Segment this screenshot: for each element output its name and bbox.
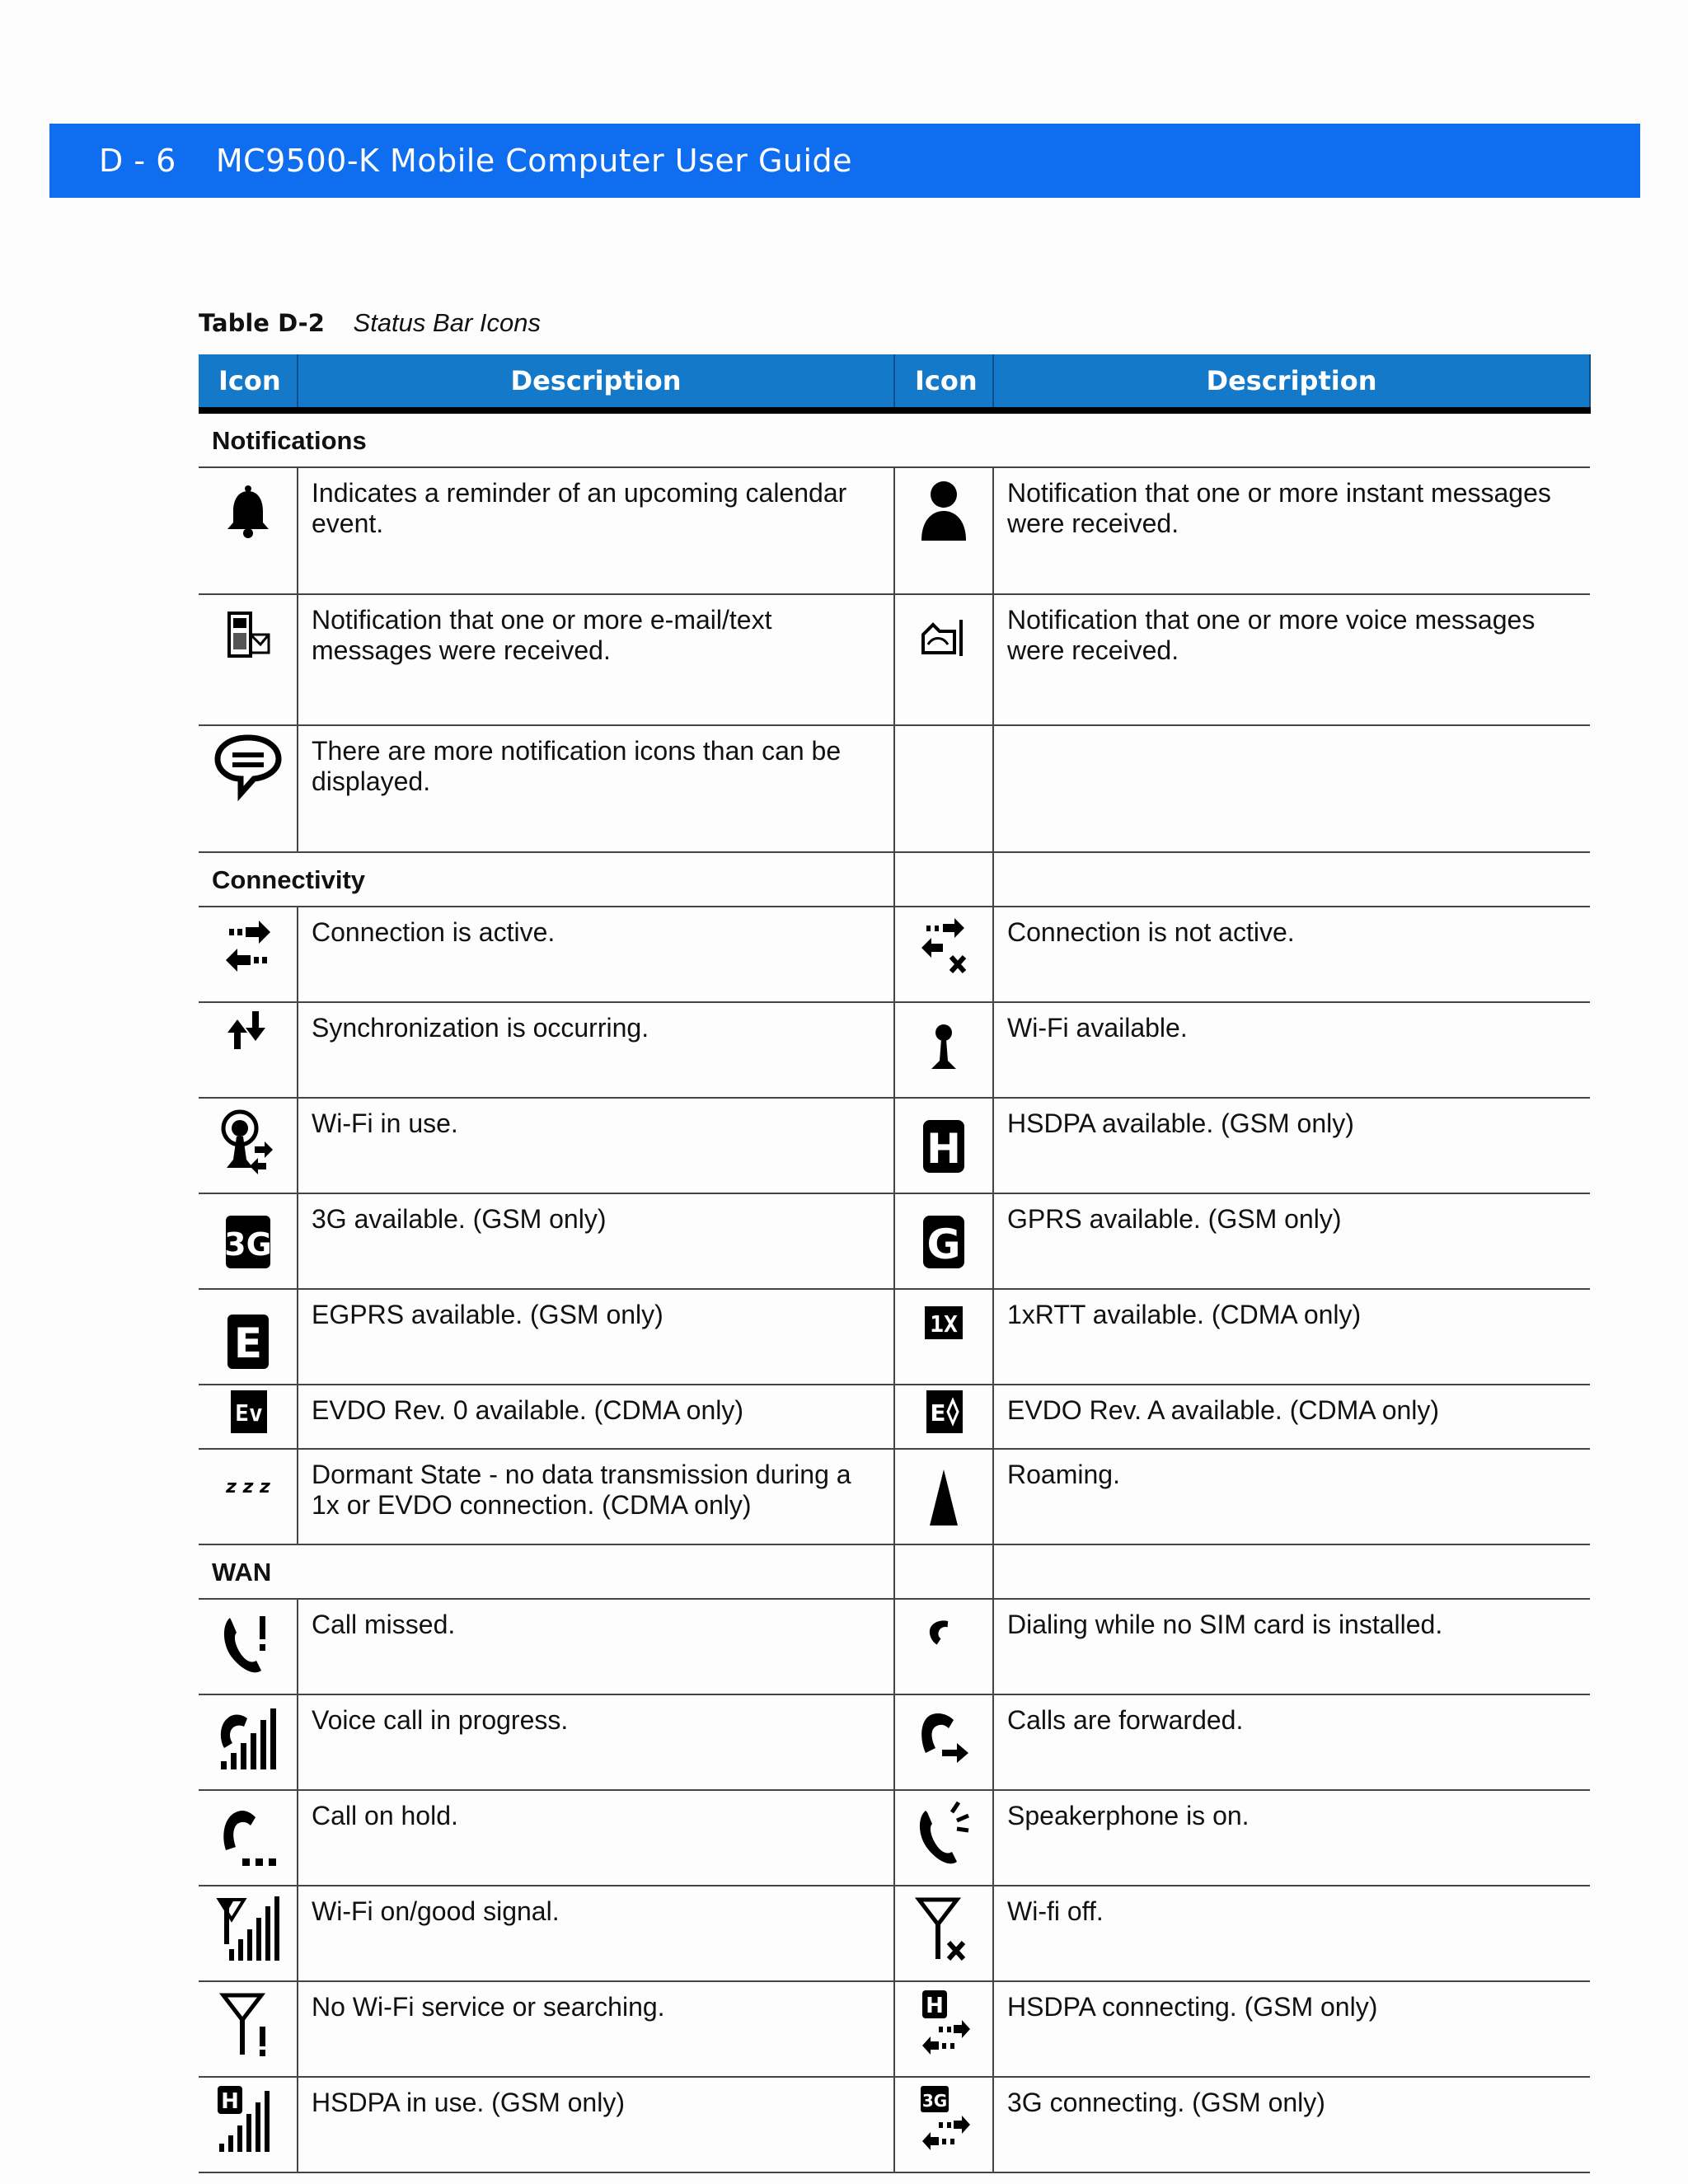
call-missed-icon bbox=[199, 1599, 298, 1694]
icon-letter: H bbox=[220, 2089, 239, 2114]
voice-call-icon bbox=[199, 1694, 298, 1790]
table-row bbox=[199, 1694, 1590, 1790]
table-row bbox=[199, 907, 1590, 1002]
empty-description-cell bbox=[993, 852, 1590, 907]
description-cell: Synchronization is occurring. bbox=[298, 1002, 894, 1098]
no-wifi-service-icon bbox=[199, 1981, 298, 2077]
column-header: Description bbox=[298, 354, 894, 410]
description-cell: Wi-Fi in use. bbox=[298, 1098, 894, 1193]
dormant-icon bbox=[199, 1449, 298, 1544]
description-cell: There are more notification icons than can be displayed. bbox=[298, 725, 894, 852]
caption-label: Table D-2 bbox=[199, 309, 325, 337]
caption-title: Status Bar Icons bbox=[353, 308, 541, 337]
empty-icon-cell bbox=[894, 1544, 993, 1599]
empty-description-cell bbox=[993, 725, 1590, 852]
3g-connecting-icon bbox=[894, 2077, 993, 2172]
description-cell: 3G connecting. (GSM only) bbox=[993, 2077, 1590, 2172]
description-cell: HSDPA available. (GSM only) bbox=[993, 1098, 1590, 1193]
table-row bbox=[199, 1981, 1590, 2077]
section-connectivity: Connectivity bbox=[199, 852, 894, 907]
speech-bubble-icon bbox=[199, 725, 298, 852]
speakerphone-icon bbox=[894, 1790, 993, 1886]
evdo-rev0-icon bbox=[199, 1385, 298, 1449]
description-cell: EVDO Rev. A available. (CDMA only) bbox=[993, 1385, 1590, 1449]
description-cell: Notification that one or more e-mail/text messages were received. bbox=[298, 594, 894, 725]
wifi-available-icon bbox=[894, 1002, 993, 1098]
bell-icon bbox=[199, 467, 298, 594]
icon-letter: Ev bbox=[234, 1399, 263, 1427]
section-row bbox=[199, 852, 1590, 907]
1xrtt-icon bbox=[894, 1289, 993, 1385]
description-cell: Wi-Fi available. bbox=[993, 1002, 1590, 1098]
description-cell: GPRS available. (GSM only) bbox=[993, 1193, 1590, 1289]
connection-inactive-icon bbox=[894, 907, 993, 1002]
column-header: Icon bbox=[894, 354, 993, 410]
table-row bbox=[199, 1002, 1590, 1098]
description-cell: Indicates a reminder of an upcoming calendar event. bbox=[298, 467, 894, 594]
empty-icon-cell bbox=[894, 852, 993, 907]
table-row bbox=[199, 1449, 1590, 1544]
icon-letter: H bbox=[926, 1125, 961, 1173]
call-hold-icon bbox=[199, 1790, 298, 1886]
empty-description-cell bbox=[993, 1544, 1590, 1599]
icon-letter: G bbox=[926, 1221, 961, 1268]
description-cell: Notification that one or more instant messages were received. bbox=[993, 467, 1590, 594]
table-row bbox=[199, 1098, 1590, 1193]
gprs-icon bbox=[894, 1193, 993, 1289]
description-cell: 3G available. (GSM only) bbox=[298, 1193, 894, 1289]
description-cell: HSDPA connecting. (GSM only) bbox=[993, 1981, 1590, 2077]
voicemail-icon bbox=[894, 594, 993, 725]
wifi-in-use-icon bbox=[199, 1098, 298, 1193]
table-row bbox=[199, 1289, 1590, 1385]
page-number: D - 6 bbox=[99, 143, 176, 179]
description-cell: HSDPA in use. (GSM only) bbox=[298, 2077, 894, 2172]
icon-letter: 3G bbox=[921, 2091, 948, 2111]
description-cell: Wi-Fi on/good signal. bbox=[298, 1886, 894, 1981]
page-header bbox=[49, 124, 1640, 198]
table-header-row bbox=[199, 354, 1590, 410]
icon-letter: 3G bbox=[223, 1226, 272, 1263]
hsdpa-icon bbox=[894, 1098, 993, 1193]
status-bar-icons-table bbox=[199, 354, 1591, 2173]
roaming-triangle-icon bbox=[894, 1449, 993, 1544]
description-cell: Speakerphone is on. bbox=[993, 1790, 1590, 1886]
evdo-reva-icon bbox=[894, 1385, 993, 1449]
section-wan: WAN bbox=[199, 1544, 894, 1599]
icon-letter: z z z bbox=[225, 1477, 270, 1497]
description-cell: Connection is not active. bbox=[993, 907, 1590, 1002]
description-cell: EGPRS available. (GSM only) bbox=[298, 1289, 894, 1385]
section-row bbox=[199, 1544, 1590, 1599]
person-icon bbox=[894, 467, 993, 594]
hsdpa-in-use-icon bbox=[199, 2077, 298, 2172]
description-cell: Call missed. bbox=[298, 1599, 894, 1694]
column-header: Description bbox=[993, 354, 1590, 410]
table-row bbox=[199, 1886, 1590, 1981]
call-forward-icon bbox=[894, 1694, 993, 1790]
table-row bbox=[199, 725, 1590, 852]
table-row bbox=[199, 1599, 1590, 1694]
doc-title: MC9500-K Mobile Computer User Guide bbox=[215, 143, 853, 179]
description-cell: Notification that one or more voice messages were received. bbox=[993, 594, 1590, 725]
description-cell: Wi-fi off. bbox=[993, 1886, 1590, 1981]
icon-letter: H bbox=[926, 1994, 944, 2018]
table-row bbox=[199, 594, 1590, 725]
egprs-icon bbox=[199, 1289, 298, 1385]
description-cell: EVDO Rev. 0 available. (CDMA only) bbox=[298, 1385, 894, 1449]
description-cell: Roaming. bbox=[993, 1449, 1590, 1544]
table-row bbox=[199, 2077, 1590, 2172]
icon-letter: E bbox=[233, 1319, 262, 1367]
icon-letter: 1X bbox=[930, 1310, 958, 1338]
description-cell: Call on hold. bbox=[298, 1790, 894, 1886]
wifi-off-icon bbox=[894, 1886, 993, 1981]
wifi-good-signal-icon bbox=[199, 1886, 298, 1981]
icon-letter: E bbox=[930, 1399, 946, 1427]
description-cell: No Wi-Fi service or searching. bbox=[298, 1981, 894, 2077]
description-cell: Calls are forwarded. bbox=[993, 1694, 1590, 1790]
description-cell: Dialing while no SIM card is installed. bbox=[993, 1599, 1590, 1694]
column-header: Icon bbox=[199, 354, 298, 410]
connection-active-icon bbox=[199, 907, 298, 1002]
table-row bbox=[199, 1385, 1590, 1449]
description-cell: Dormant State - no data transmission during a 1x or EVDO connection. (CDMA only) bbox=[298, 1449, 894, 1544]
description-cell: Voice call in progress. bbox=[298, 1694, 894, 1790]
section-row bbox=[199, 410, 1590, 467]
description-cell: 1xRTT available. (CDMA only) bbox=[993, 1289, 1590, 1385]
3g-icon bbox=[199, 1193, 298, 1289]
no-sim-phone-icon bbox=[894, 1599, 993, 1694]
table-row bbox=[199, 1193, 1590, 1289]
table-caption bbox=[199, 308, 541, 338]
hsdpa-connecting-icon bbox=[894, 1981, 993, 2077]
table-row bbox=[199, 1790, 1590, 1886]
section-notifications: Notifications bbox=[199, 410, 1590, 467]
description-cell: Connection is active. bbox=[298, 907, 894, 1002]
phone-message-icon bbox=[199, 594, 298, 725]
table-row bbox=[199, 467, 1590, 594]
empty-icon-cell bbox=[894, 725, 993, 852]
sync-icon bbox=[199, 1002, 298, 1098]
